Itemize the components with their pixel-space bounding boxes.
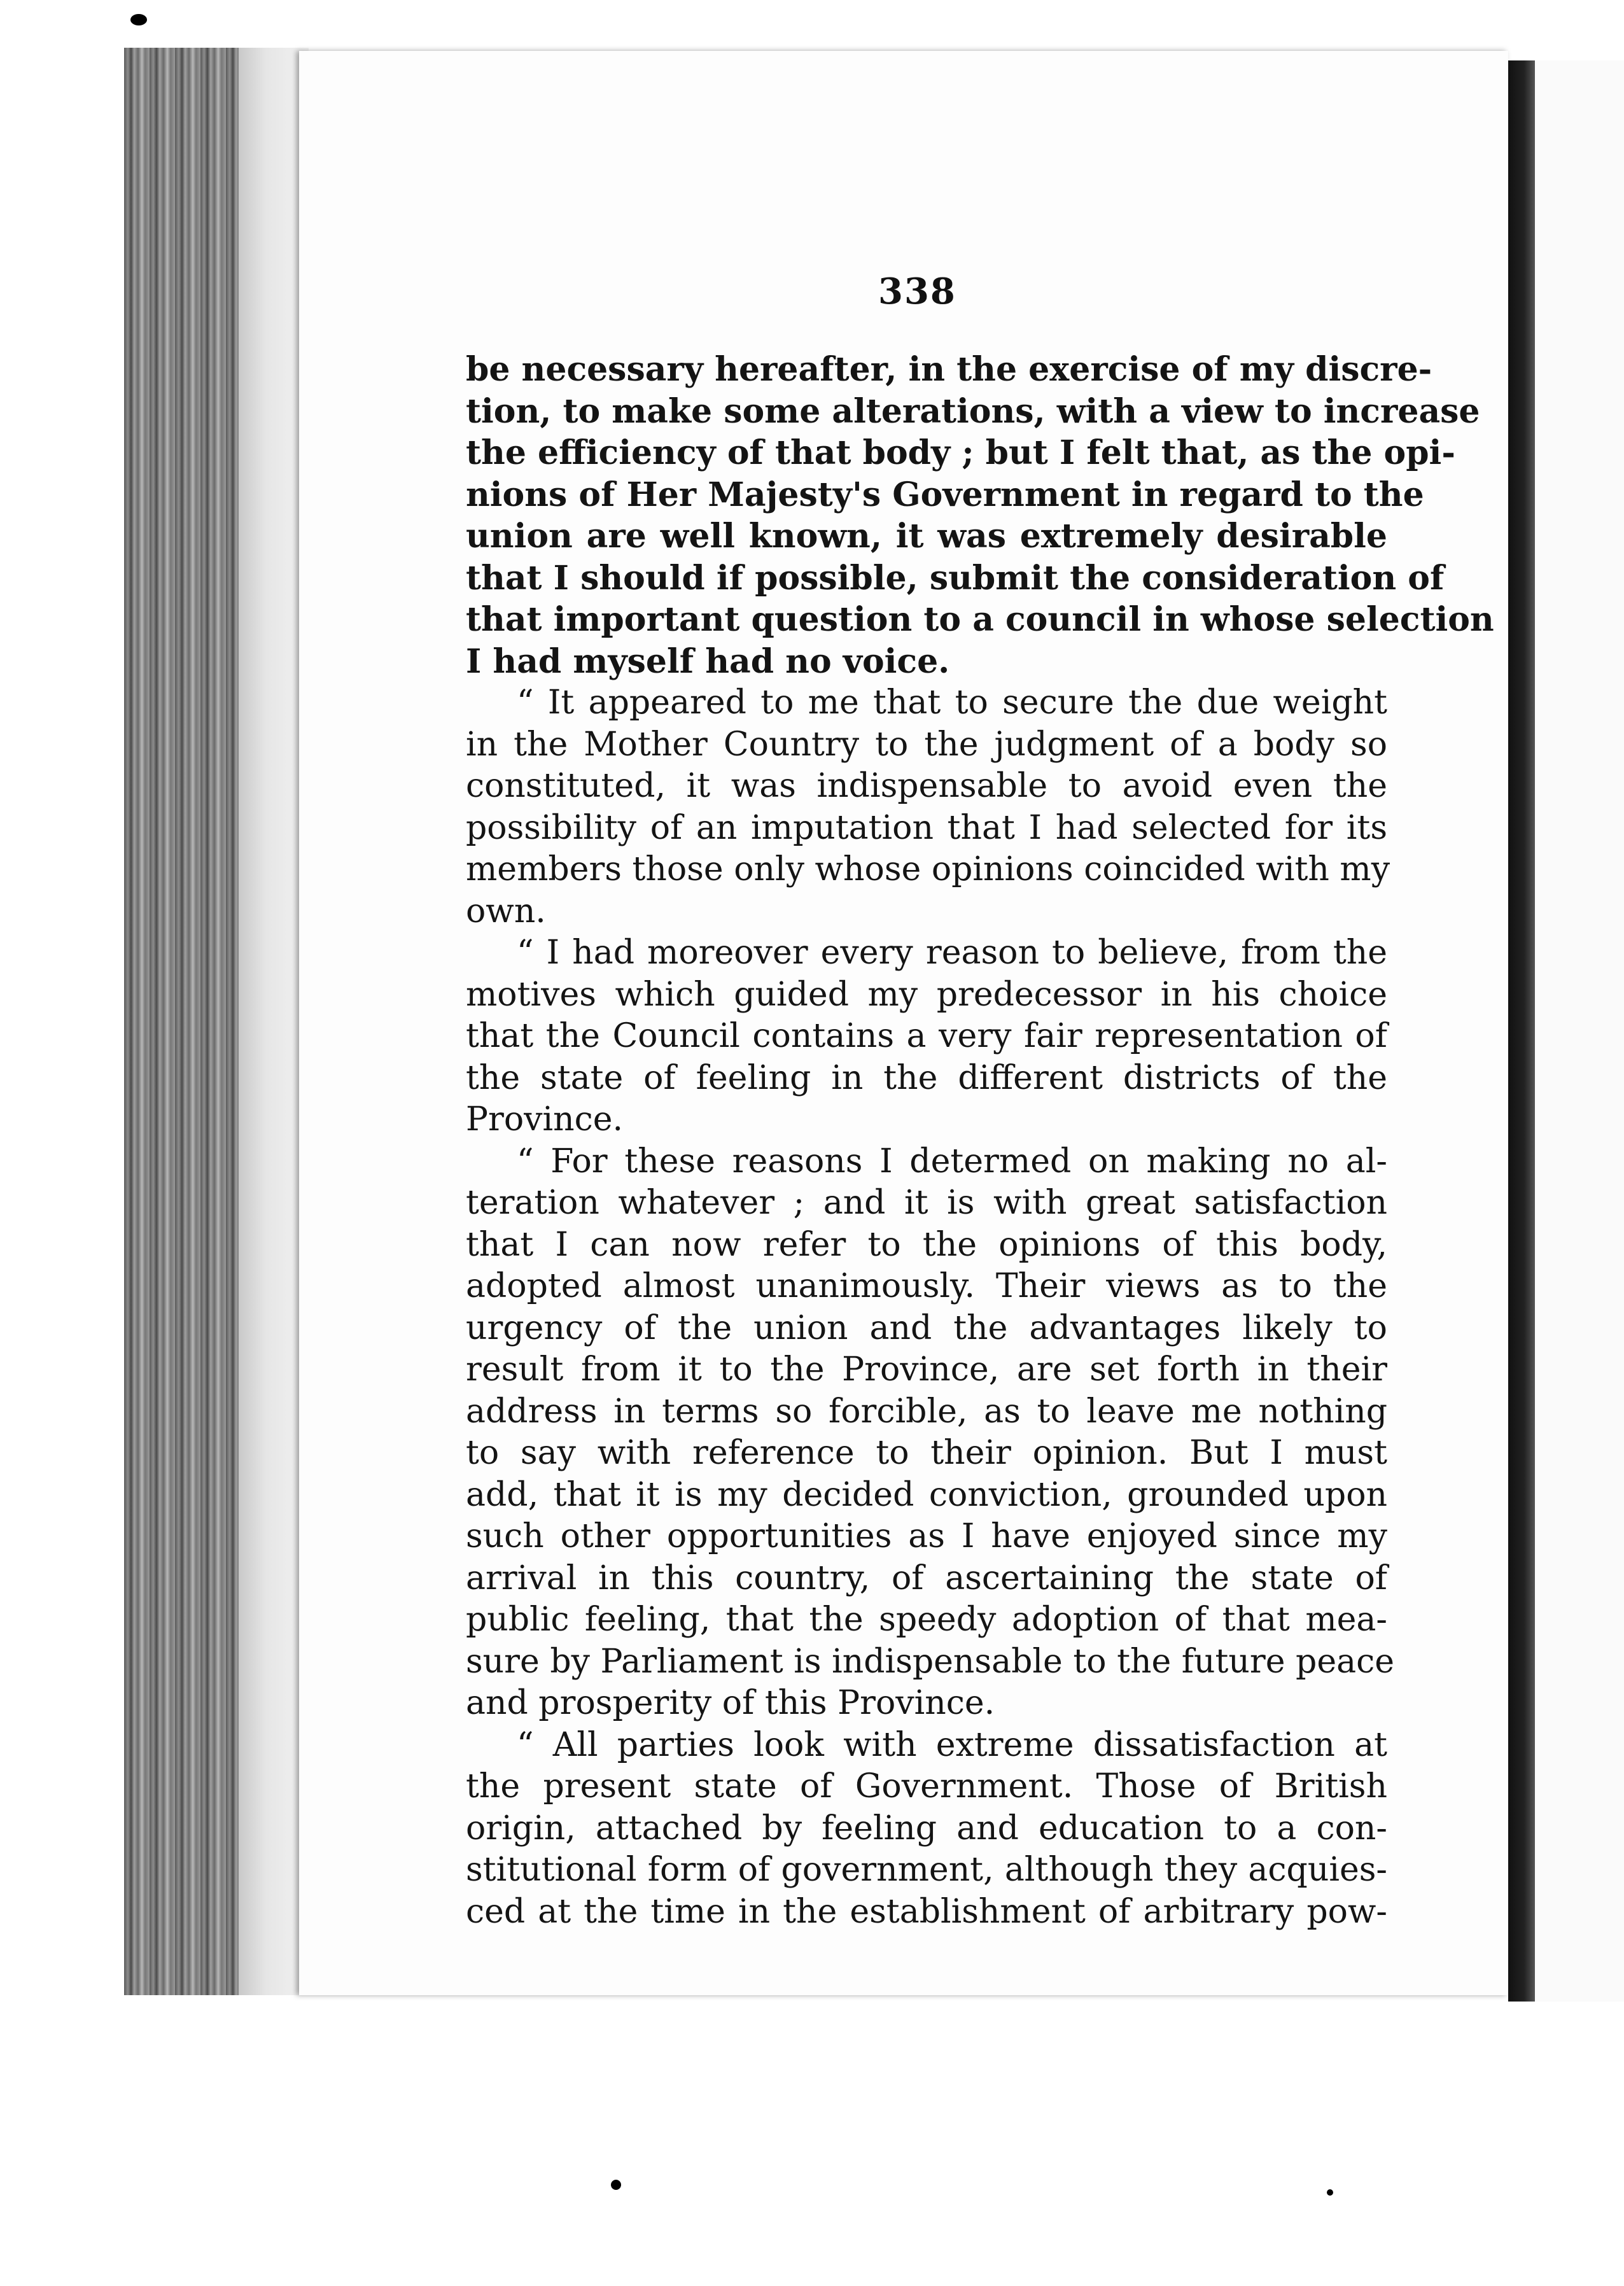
text-line: own. [466,892,546,930]
text-line: motives which guided my predecessor in his choice [466,975,1387,1014]
text-line: “ It appeared to me that to secure the due weight [517,684,1387,722]
text-line: that I can now refer to the opinions of this body, [466,1225,1387,1264]
text-line: that important question to a council in whose selection [466,600,1494,639]
text-line: such other opportunities as I have enjoyed since my [466,1517,1387,1555]
scan-speck [1327,2189,1333,2196]
text-line: arrival in this country, of ascertaining the state of [466,1559,1387,1597]
text-line: the present state of Government. Those of British [466,1767,1387,1806]
text-line: be necessary hereafter, in the exercise of my discre- [466,350,1432,389]
text-line: to say with reference to their opinion. But I must [466,1434,1387,1472]
text-line: urgency of the union and the advantages likely to [466,1308,1387,1347]
facing-page-edge [1535,60,1624,2002]
text-line: that I should if possible, submit the consideration of [466,558,1445,598]
scan-speck [130,14,147,25]
text-line: the state of feeling in the different districts of the [466,1058,1387,1097]
text-line: “ I had moreover every reason to believe, from the [517,934,1387,972]
page-body-text [466,349,1494,1933]
text-line: “ All parties look with extreme dissatisfaction at [517,1725,1387,1764]
text-line: the efficiency of that body ; but I felt that, as the opi- [466,433,1455,472]
text-line: ced at the time in the establishment of arbitrary pow- [466,1892,1387,1931]
text-line: add, that it is my decided conviction, grounded upon [466,1475,1387,1514]
text-line: constituted, it was indispensable to avoid even the [466,767,1387,805]
text-line: adopted almost unanimously. Their views as to the [466,1267,1387,1305]
page-number: 338 [878,270,956,312]
text-line: “ For these reasons I determed on making no al- [517,1142,1387,1181]
text-line: stitutional form of government, although they acquies- [466,1851,1387,1889]
text-line: result from it to the Province, are set forth in their [466,1350,1387,1389]
text-line: possibility of an imputation that I had selected for its [466,808,1387,847]
scan-speck [611,2180,621,2190]
text-line: and prosperity of this Province. [466,1684,995,1722]
text-line: that the Council contains a very fair representation of [466,1017,1387,1055]
text-line: sure by Parliament is indispensable to the future peace [466,1642,1394,1681]
text-line: nions of Her Majesty's Government in regard to the [466,475,1424,514]
text-line: union are well known, it was extremely desirable [466,517,1387,556]
text-line: Province. [466,1100,624,1139]
book-page-edges [124,48,309,1995]
text-line: I had myself had no voice. [466,642,950,681]
text-line: in the Mother Country to the judgment of a body so [466,725,1387,764]
text-line: tion, to make some alterations, with a view to increase [466,391,1480,431]
text-line: public feeling, that the speedy adoption of that mea- [466,1601,1387,1639]
text-line: members those only whose opinions coincided with my [466,850,1390,888]
text-line: address in terms so forcible, as to leave me nothing [466,1392,1387,1431]
text-line: teration whatever ; and it is with great satisfaction [466,1184,1387,1222]
book-gutter-shadow [1508,60,1535,2002]
text-line: origin, attached by feeling and education to a con- [466,1809,1387,1848]
